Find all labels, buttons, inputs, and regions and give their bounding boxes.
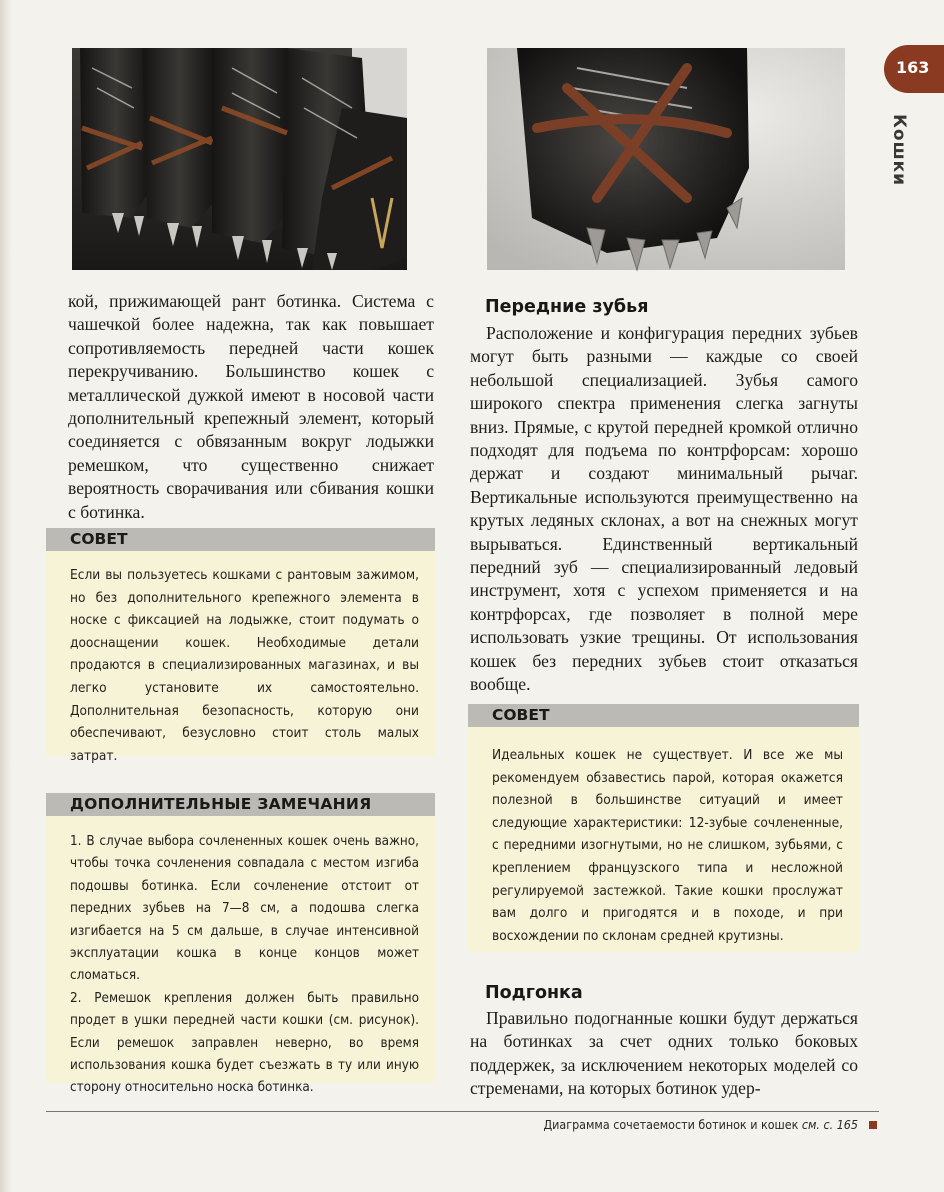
notes-box <box>46 793 435 1096</box>
tip-box-text <box>70 564 419 767</box>
notes-item-2: 2. Ремешок крепления должен быть правильно продет в ушки передней части кошки (см. рисунок). Если ремешок заправлен неверно, во время использования кошка будет съезжать в ту или иную сторону относительно носка ботинка. <box>70 990 419 1096</box>
tip-box-right <box>468 704 859 952</box>
footer-square-icon <box>869 1121 877 1129</box>
tip-box-right-heading: СОВЕТ <box>468 704 859 727</box>
boots-crampons-illustration <box>72 48 407 270</box>
notes-box-heading: ДОПОЛНИТЕЛЬНЫЕ ЗАМЕЧАНИЯ <box>46 793 435 816</box>
page-number: 163 <box>896 58 930 77</box>
footer-text: Диаграмма сочетаемости ботинок и кошек <box>543 1117 799 1132</box>
right-paragraph-front-teeth: Расположение и конфигурация передних зубьев могут быть разными — каждые со своей небольшой специализацией. Зубья самого широкого спектра применения слегка загнуты вниз. Прямые, с крутой передней кромкой отлично подходят для подъема по контрфорсам: хорошо держат и создают минимальный рычаг. Вертикальные используются преимущественно на крутых ледяных склонах, а вот на снежных могут вырываться. Единственный вертикальный передний зуб — специализированный ледовый инструмент, хотя с успехом применяется и на контрфорсах, где позволяет в полной мере использовать узкие трещины. От использования кошек без передних зубьев стоит отказаться вообще. <box>470 323 858 695</box>
notes-item-1: 1. В случае выбора сочлененных кошек очень важно, чтобы точка сочленения совпадала с местом изгиба подошвы ботинка. Если сочленение отстоит от передних зубьев на 7—8 см, а подошва слегка изгибается на 5 см дальше, в случае интенсивной эксплуатации кошка в конце концов может сломаться. <box>70 834 419 984</box>
chapter-title-vertical: Кошки <box>889 114 909 187</box>
footer-cross-reference[interactable] <box>543 1117 858 1132</box>
section-heading-front-teeth: Передние зубья <box>485 297 649 317</box>
tip-box-heading: СОВЕТ <box>46 528 435 551</box>
section-heading-fitting: Подгонка <box>485 983 583 1003</box>
footer-page-ref: см. с. 165 <box>801 1117 858 1132</box>
page-edge <box>0 0 12 1192</box>
tip-box-right-text <box>492 744 843 947</box>
notes-box-text <box>70 831 419 1100</box>
tip-box-left <box>46 528 435 764</box>
footer-rule <box>46 1111 879 1112</box>
boots-crampons-photo <box>72 48 407 270</box>
crampon-front-illustration <box>487 48 845 270</box>
crampon-front-photo <box>487 48 845 270</box>
right-paragraph-fitting: Правильно подогнанные кошки будут держаться на ботинках за счет одних только боковых поддержек, за исключением некоторых моделей со стременами, на которых ботинок удер- <box>470 1008 858 1099</box>
tip-text: Если вы пользуетесь кошками с рантовым зажимом, но без дополнительного крепежного элемента в носке с фиксацией на лодыжке, стоит подумать о дооснащении кошек. Необходимые детали продаются в специализированных магазинах, и вы легко установите их самостоятельно. Дополнительная безопасность, которую они обеспечивают, безусловно стоит столь малых затрат. <box>70 567 419 764</box>
tip-right-text: Идеальных кошек не существует. И все же мы рекомендуем обзавестись парой, которая окажется полезной в большинстве ситуаций и имеет следующие характеристики: 12-зубые сочлененные, с передними изогнутыми, но не слишком, зубьями, с креплением французского типа и несложной регулируемой застежкой. Такие кошки прослужат вам долго и пригодятся и в походе, и при восхождении по склонам средней крутизны. <box>492 747 843 944</box>
left-paragraph: кой, прижимающей рант ботинка. Система с чашечкой более надежна, так как повышает сопротивляемость передней части кошек перекручиванию. Большинство кошек с металлической дужкой имеют в носовой части дополнительный крепежный элемент, который соединяется с обвязанным вокруг лодыжки ремешком, что существенно снижает вероятность сворачивания или сбивания кошки с ботинка. <box>68 291 434 522</box>
